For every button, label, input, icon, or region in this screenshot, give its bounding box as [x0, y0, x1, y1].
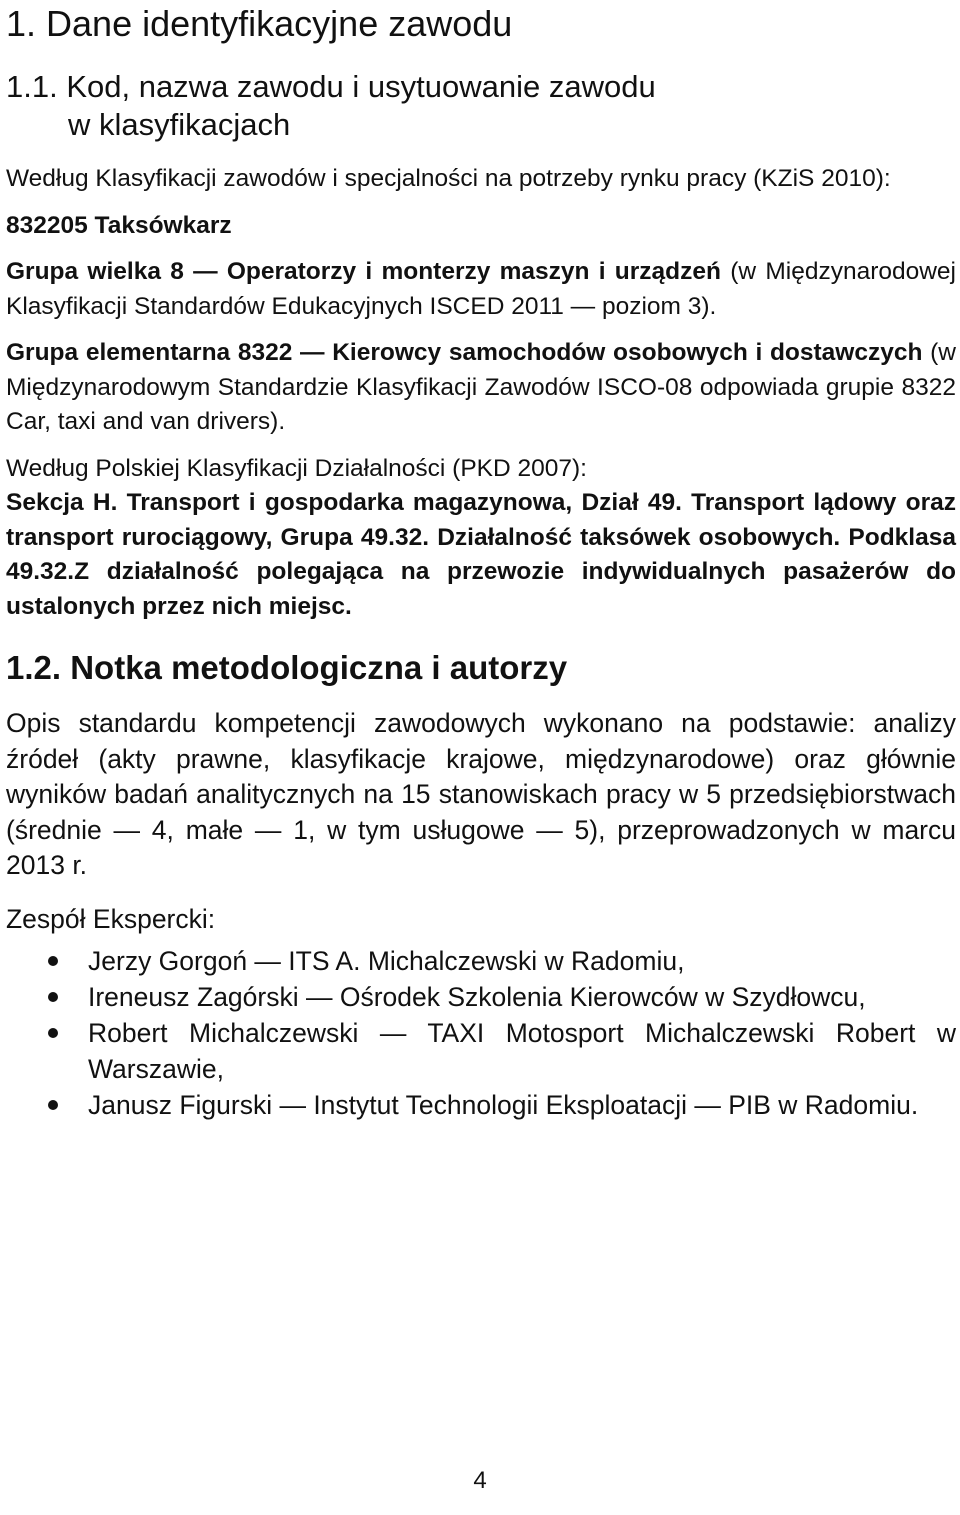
list-item — [6, 943, 956, 979]
expert-name: Robert Michalczewski — TAXI Motosport Michalczewski Robert w Warszawie, — [88, 1018, 956, 1084]
pkd-intro: Według Polskiej Klasyfikacji Działalności (PKD 2007): — [6, 454, 587, 482]
section-heading: 1. Dane identyfikacyjne zawodu — [6, 3, 513, 44]
bullet-icon — [48, 956, 58, 966]
expert-team-list — [6, 943, 956, 1123]
page-number: 4 — [473, 1467, 487, 1494]
methodology-description: Opis standardu kompetencji zawodowych wykonano na podstawie: analizy źródeł (akty prawne, klasyfikacje krajowe, międzynarodowe) oraz głównie wyników badań analitycznych na 15 stanowiskach pracy w 5 przedsiębiorstwach (średnie — 4, małe — 1, w tym usługowe — 5), przeprowadzonych w marcu 2013 r. — [6, 708, 956, 880]
subsection-heading-1-1 — [6, 68, 956, 144]
major-group-paragraph — [6, 255, 956, 324]
pkd-detail: Sekcja H. Transport i gospodarka magazynowa, Dział 49. Transport lądowy oraz transport rurociągowy, Grupa 49.32. Działalność taksówek osobowych. Podklasa 49.32.Z działalność polegająca na przewozie indywidualnych pasażerów do ustalonych przez nich miejsc. — [6, 489, 956, 620]
major-group-bold: Grupa wielka 8 — Operatorzy i monterzy maszyn i urządzeń — [6, 258, 721, 285]
elementary-group-paragraph — [6, 336, 956, 440]
subsection-heading-1-2: 1.2. Notka metodologiczna i autorzy — [6, 649, 568, 686]
kzis-intro: Według Klasyfikacji zawodów i specjalności na potrzeby rynku pracy (KZiS 2010): — [6, 165, 891, 192]
elementary-group-bold: Grupa elementarna 8322 — Kierowcy samochodów osobowych i dostawczych — [6, 339, 923, 366]
major-group-rest: (w Międzynarodowej Klasyfikacji Standardów Edukacyjnych ISCED 2011 — poziom 3). — [6, 258, 957, 320]
expert-name: Ireneusz Zagórski — Ośrodek Szkolenia Kierowców w Szydłowcu, — [88, 982, 866, 1012]
bullet-icon — [48, 992, 58, 1002]
elementary-group-rest: (w Międzynarodowym Standardzie Klasyfikacji Zawodów ISCO-08 odpowiada grupie 8322 Car, taxi and van drivers). — [6, 339, 956, 435]
bullet-icon — [48, 1028, 58, 1038]
subsection-heading-1-1-line2: w klasyfikacjach — [68, 107, 291, 142]
list-item — [6, 979, 956, 1015]
occupation-code-name: 832205 Taksówkarz — [6, 211, 232, 239]
bullet-icon — [48, 1100, 58, 1110]
page-content — [6, 0, 956, 1123]
expert-name: Janusz Figurski — Instytut Technologii Eksploatacji — PIB w Radomiu. — [88, 1090, 919, 1120]
expert-name: Jerzy Gorgoń — ITS A. Michalczewski w Radomiu, — [88, 946, 685, 976]
list-item — [6, 1015, 956, 1087]
expert-team-label: Zespół Ekspercki: — [6, 903, 216, 934]
list-item — [6, 1087, 956, 1123]
subsection-heading-1-1-line1: 1.1. Kod, nazwa zawodu i usytuowanie zawodu — [6, 69, 656, 104]
